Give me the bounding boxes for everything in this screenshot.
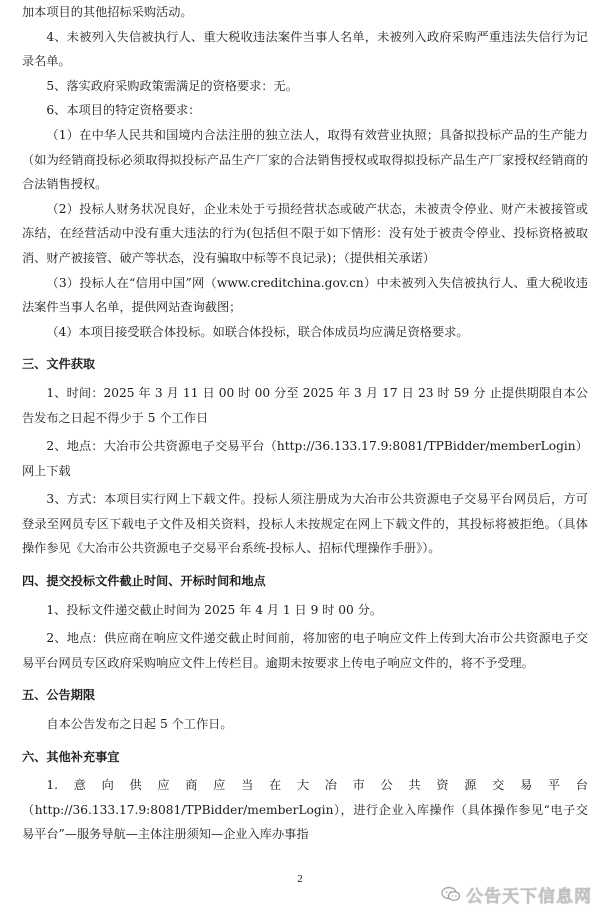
document-page: [22, 0, 588, 847]
paragraph-item-4: 4、未被列入失信被执行人、重大税收违法案件当事人名单，未被列入政府采购严重违法失信行为记录名单。: [22, 29, 588, 69]
watermark: [441, 881, 592, 907]
paragraph-item-5: 5、落实政府采购政策需满足的资格要求：无。: [46, 78, 298, 93]
section-heading-document-acquisition: 三、文件获取: [22, 357, 96, 372]
acquisition-time: 1、时间：2025 年 3 月 11 日 00 时 00 分至 2025 年 3 月 17 日 23 时 59 分 止提供期限自本公告发布之日起不得少于 5 个工作日: [22, 385, 588, 425]
acquisition-location: 2、地点：大冶市公共资源电子交易平台（http://36.133.17.9:8081/TPBidder/memberLogin）网上下载: [22, 439, 588, 478]
section-heading-other-matters: 六、其他补充事宜: [22, 749, 120, 764]
acquisition-method: 3、方式：本项目实行网上下载文件。投标人须注册成为大冶市公共资源电子交易平台网员后，方可登录至网员专区下载电子文件及相关资料，投标人未按规定在网上下载文件的，其投标将被拒绝。（具体操作参见《大冶市公共资源电子交易平台系统-投标人、招标代理操作手册》）。: [22, 492, 588, 556]
requirement-1: （1）在中华人民共和国境内合法注册的独立法人，取得有效营业执照；具备拟投标产品的生产能力（如为经销商投标必须取得拟投标产品生产厂家的合法销售授权或取得拟投标产品生产厂家授权经销商的合法销售授权。: [22, 127, 588, 192]
requirement-2: （2）投标人财务状况良好，企业未处于亏损经营状态或破产状态，未被责令停业、财产未被接管或冻结，在经营活动中没有重大违法的行为(包括但不限于如下情形：没有处于被责令停业、投标资格被取消、财产被接管、破产等状态，没有骗取中标等不良记录)；（提供相关承诺）: [22, 201, 588, 265]
notice-period-text: 自本公告发布之日起 5 个工作日。: [46, 717, 233, 732]
deadline-time: 1、投标文件递交截止时间为 2025 年 4 月 1 日 9 时 00 分。: [46, 602, 383, 617]
paragraph-continuation: 加本项目的其他招标采购活动。: [22, 5, 193, 19]
page-number: 2: [297, 873, 303, 885]
wechat-bubble-icon: [441, 886, 461, 902]
other-matters-item-1: 1.意向供应商应当在大冶市公共资源交易平台（http://36.133.17.9:8081/TPBidder/memberLogin），进行企业入库操作（具体操作参见“电子交易平台”—服务导航—主体注册须知—企业入库办事指: [22, 778, 588, 842]
section-heading-notice-period: 五、公告期限: [22, 688, 96, 703]
paragraph-item-6: 6、本项目的特定资格要求：: [46, 103, 201, 118]
requirement-4: （4）本项目接受联合体投标。如联合体投标，联合体成员均应满足资格要求。: [46, 324, 469, 339]
deadline-location: 2、地点：供应商在响应文件递交截止时间前，将加密的电子响应文件上传到大冶市公共资源电子交易平台网员专区政府采购响应文件上传栏目。逾期未按要求上传电子响应文件的，将不予受理。: [22, 631, 588, 670]
watermark-text: 公告天下信息网: [466, 886, 592, 907]
requirement-3: （3）投标人在“信用中国”网（www.creditchina.gov.cn）中未被列入失信被执行人、重大税收违法案件当事人名单，提供网站查询截图；: [22, 275, 588, 315]
section-heading-deadline: 四、提交投标文件截止时间、开标时间和地点: [22, 574, 266, 589]
